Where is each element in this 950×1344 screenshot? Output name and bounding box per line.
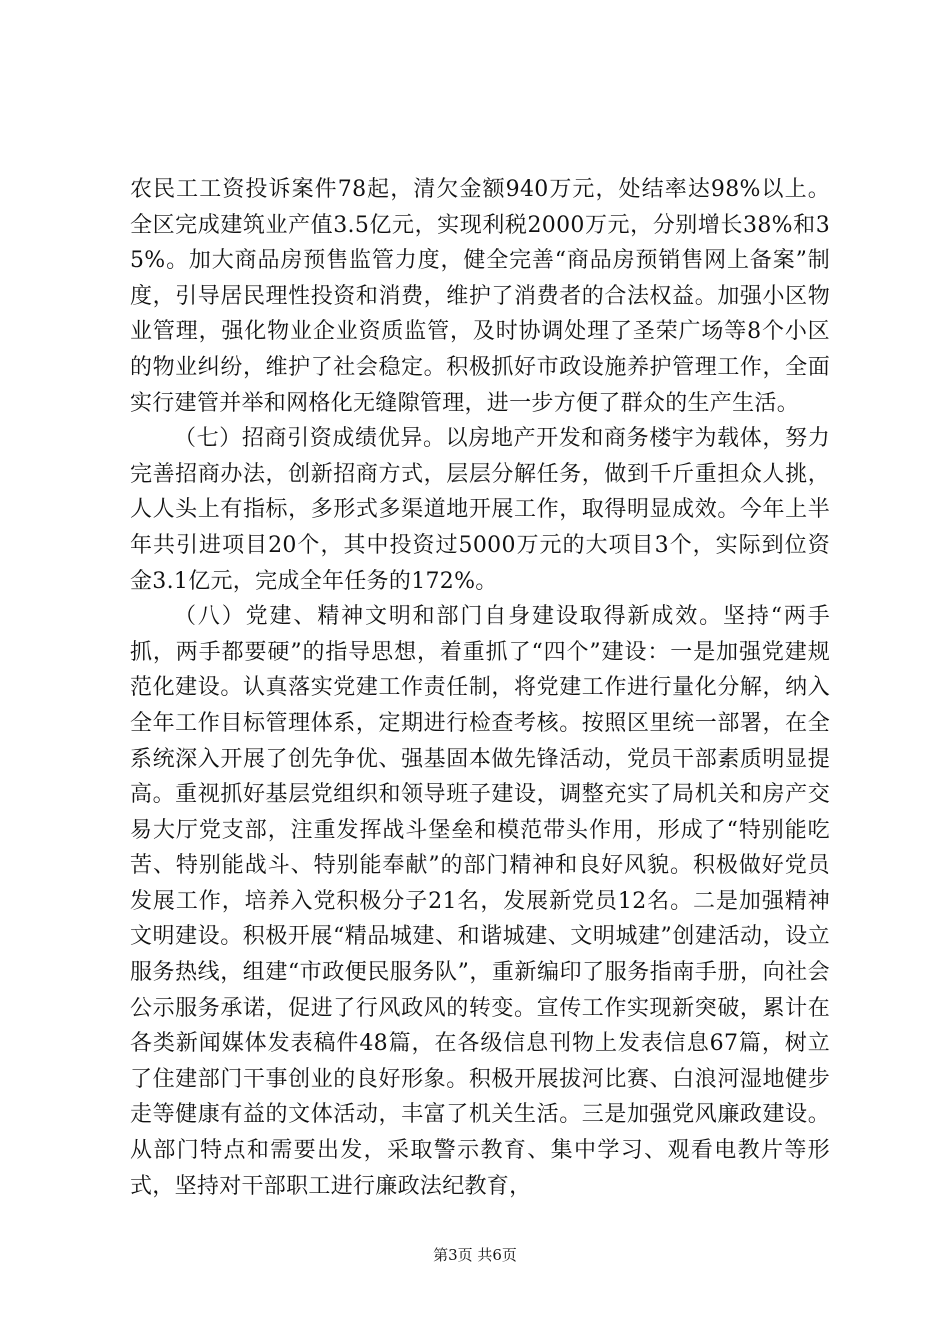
paragraph-section-7: （七）招商引资成绩优异。以房地产开发和商务楼宇为载体，努力完善招商办法，创新招商方式，层层分解任务，做到千斤重担众人挑，人人头上有指标，多形式多渠道地开展工作，取得明显成效。今年上半年共引进项目20个，其中投资过5000万元的大项目3个，实际到位资金3.1亿元，完成全年任务的172%。	[130, 426, 830, 594]
paragraph-section-8: （八）党建、精神文明和部门自身建设取得新成效。坚持“两手抓，两手都要硬”的指导思想，着重抓了“四个”建设：一是加强党建规范化建设。认真落实党建工作责任制，将党建工作进行量化分解，纳入全年工作目标管理体系，定期进行检查考核。按照区里统一部署，在全系统深入开展了创先争优、强基固本做先锋活动，党员干部素质明显提高。重视抓好基层党组织和领导班子建设，调整充实了局机关和房产交易大厅党支部，注重发挥战斗堡垒和模范带头作用，形成了“特别能吃苦、特别能战斗、特别能奉献”的部门精神和良好风貌。积极做好党员发展工作，培养入党积极分子21名，发展新党员12名。二是加强精神文明建设。积极开展“精品城建、和谐城建、文明城建”创建活动，设立服务热线，组建“市政便民服务队”，重新编印了服务指南手册，向社会公示服务承诺，促进了行风政风的转变。宣传工作实现新突破，累计在各类新闻媒体发表稿件48篇，在各级信息刊物上发表信息67篇，树立了住建部门干事创业的良好形象。积极开展拔河比赛、白浪河湿地健步走等健康有益的文体活动，丰富了机关生活。三是加强党风廉政建设。从部门特点和需要出发，采取警示教育、集中学习、观看电教片等形式，坚持对干部职工进行廉政法纪教育，	[130, 604, 830, 1199]
document-body	[130, 172, 830, 1204]
paragraph-continuation: 农民工工资投诉案件78起，清欠金额940万元，处结率达98%以上。全区完成建筑业产值3.5亿元，实现利税2000万元，分别增长38%和35%。加大商品房预售监管力度，健全完善“商品房预销售网上备案”制度，引导居民理性投资和消费，维护了消费者的合法权益。加强小区物业管理，强化物业企业资质监管，及时协调处理了圣荣广场等8个小区的物业纠纷，维护了社会稳定。积极抓好市政设施养护管理工作，全面实行建管并举和网格化无缝隙管理，进一步方便了群众的生产生活。	[130, 177, 830, 416]
page-number-footer: 第3页 共6页	[433, 1246, 517, 1264]
